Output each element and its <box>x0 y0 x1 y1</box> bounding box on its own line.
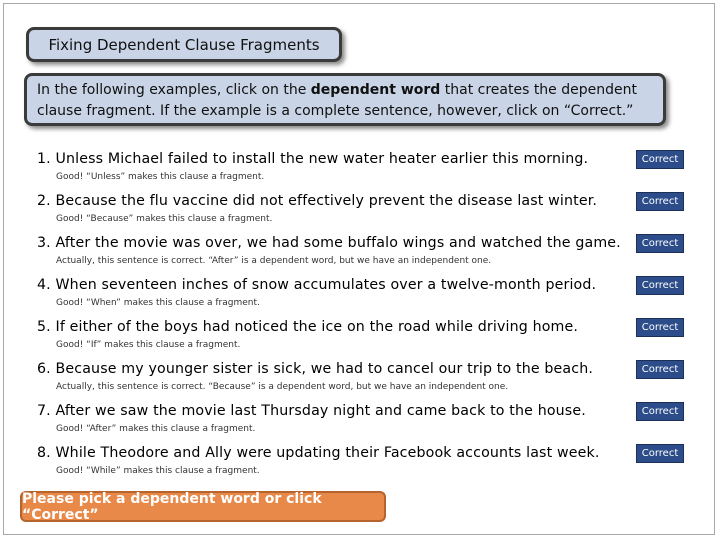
instructions-text-2: that creates the dependent clause fragment. If the example is a complete sentence, however, click on “Correct.” <box>37 82 637 119</box>
question-sentence[interactable]: 6. Because my younger sister is sick, we had to cancel our trip to the beach. <box>37 361 594 377</box>
status-message <box>20 491 386 522</box>
question-feedback: Actually, this sentence is correct. “After” is a dependent word, but we have an independent one. <box>56 256 492 266</box>
status-text: Please pick a dependent word or click “Correct” <box>22 490 322 523</box>
question-sentence[interactable]: 8. While Theodore and Ally were updating their Facebook accounts last week. <box>37 445 600 461</box>
correct-button[interactable]: Correct <box>636 444 684 463</box>
question-item-6 <box>37 361 717 401</box>
question-feedback: Good! “While” makes this clause a fragment. <box>56 466 260 476</box>
instructions-box <box>24 73 666 126</box>
question-feedback: Good! “Because” makes this clause a fragment. <box>56 214 273 224</box>
correct-button[interactable]: Correct <box>636 402 684 421</box>
question-feedback: Good! “If” makes this clause a fragment. <box>56 340 241 350</box>
instructions-text-1: In the following examples, click on the <box>37 82 311 98</box>
question-item-4 <box>37 277 717 317</box>
question-sentence[interactable]: 7. After we saw the movie last Thursday night and came back to the house. <box>37 403 586 419</box>
question-feedback: Good! “Unless” makes this clause a fragment. <box>56 172 265 182</box>
question-sentence[interactable]: 2. Because the flu vaccine did not effectively prevent the disease last winter. <box>37 193 598 209</box>
question-sentence[interactable]: 1. Unless Michael failed to install the new water heater earlier this morning. <box>37 151 589 167</box>
question-item-5 <box>37 319 717 359</box>
correct-button[interactable]: Correct <box>636 360 684 379</box>
question-feedback: Good! “After” makes this clause a fragment. <box>56 424 256 434</box>
question-item-3 <box>37 235 717 275</box>
instructions-bold: dependent word <box>310 82 441 98</box>
question-item-7 <box>37 403 717 443</box>
question-sentence[interactable]: 4. When seventeen inches of snow accumulates over a twelve-month period. <box>37 277 597 293</box>
question-sentence[interactable]: 5. If either of the boys had noticed the ice on the road while driving home. <box>37 319 579 335</box>
question-feedback: Good! “When” makes this clause a fragment. <box>56 298 260 308</box>
page-title: Fixing Dependent Clause Fragments <box>48 35 320 54</box>
question-sentence[interactable]: 3. After the movie was over, we had some buffalo wings and watched the game. <box>37 235 621 251</box>
correct-button[interactable]: Correct <box>636 234 684 253</box>
correct-button[interactable]: Correct <box>636 150 684 169</box>
question-item-2 <box>37 193 717 233</box>
question-feedback: Actually, this sentence is correct. “Because” is a dependent word, but we have an independent one. <box>56 382 509 392</box>
correct-button[interactable]: Correct <box>636 318 684 337</box>
question-item-1 <box>37 151 717 191</box>
question-item-8 <box>37 445 717 485</box>
correct-button[interactable]: Correct <box>636 276 684 295</box>
correct-button[interactable]: Correct <box>636 192 684 211</box>
title-box <box>26 27 342 62</box>
